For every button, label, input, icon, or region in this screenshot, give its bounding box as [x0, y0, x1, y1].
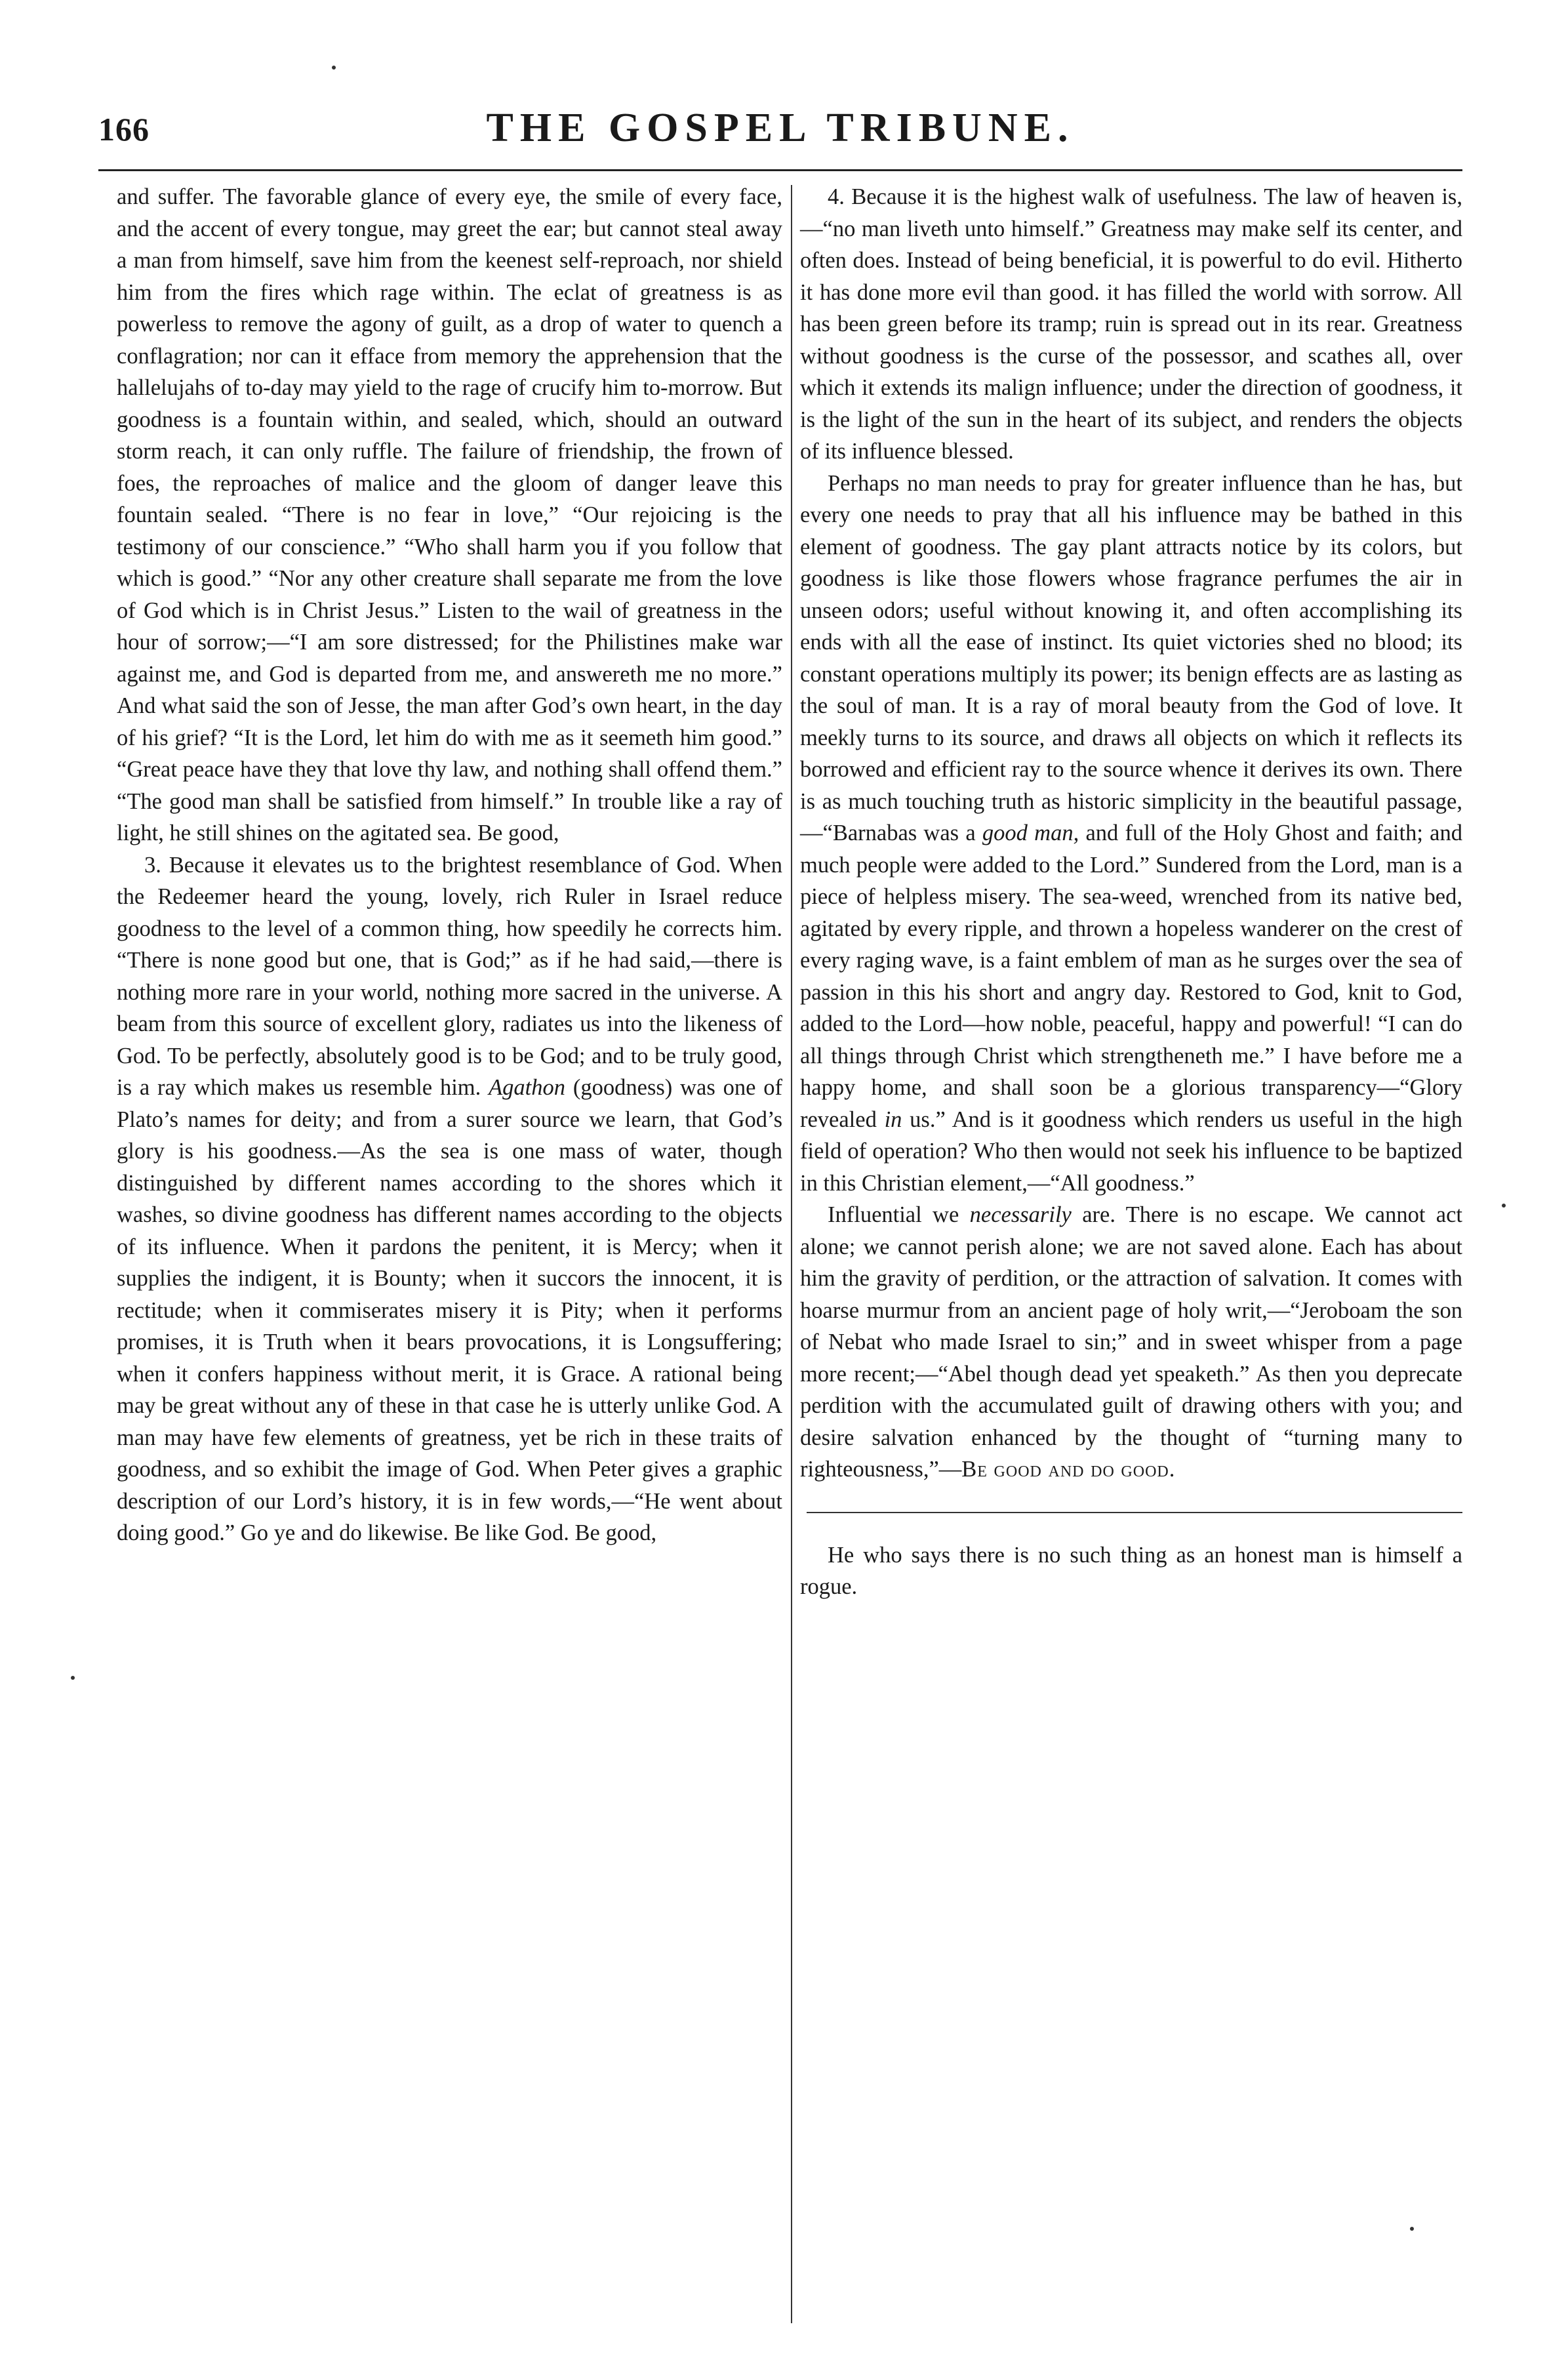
print-speck [1410, 2227, 1414, 2231]
filler-note-text: He who says there is no such thing as an honest man is himself a rogue. [800, 1542, 1462, 1599]
page-number: 166 [98, 111, 150, 148]
right-paragraph-2-text-b: and full of the Holy Ghost and faith; and much people were added to the Lord.” Sundered from the Lord, man is a piece of helpless misery. The sea-weed, wrenched from its native bed, agitated by every ripple, and thrown a hopeless wanderer on the crest of every raging wave, is a faint emblem of man as he surges over the sea of passion in this his short and angry day. Restored to God, knit to God, added to the Lord—how noble, peaceful, happy and powerful! “I can do all things through Christ which strengtheneth me.” I have before me a happy home, and shall soon be a glorious transparency—“Glory revealed [800, 821, 1462, 1132]
section-end-rule [807, 1512, 1462, 1513]
print-speck [332, 66, 336, 70]
page-header [98, 105, 1462, 164]
running-title: THE GOSPEL TRIBUNE. [486, 106, 1075, 150]
column-divider [791, 185, 792, 2323]
right-paragraph-3-text-a: Influential we [828, 1202, 959, 1227]
closing-exhortation: Be good and do good. [961, 1457, 1176, 1482]
right-paragraph-3 [800, 1199, 1462, 1486]
left-paragraph-2 [117, 849, 782, 1549]
good-man-italic: good man, [982, 821, 1079, 845]
right-paragraph-2-text-c: us.” And is it goodness which renders us useful in the high field of operation? Who then would not seek his influence to be baptized in this Christian element,—“All goodness.” [800, 1107, 1463, 1196]
right-paragraph-3-text-b: are. There is no escape. We cannot act alone; we cannot perish alone; we are not saved alone. Each has about him the gravity of perdition, or the attraction of salvation. It comes with hoarse murmur from an ancient page of holy writ,—“Jeroboam the son of Nebat who made Israel to sin;” and in sweet whisper from a page more recent;—“Abel though dead yet speaketh.” As then you deprecate perdition with the accumulated guilt of drawing others with you; and desire salvation enhanced by the thought of “turning many to righteousness,”— [800, 1202, 1462, 1482]
left-paragraph-1: and suffer. The favorable glance of every eye, the smile of every face, and the accent of every tongue, may greet the ear; but cannot steal away a man from himself, save him from the keenest self-reproach, nor shield him from the fires which rage within. The eclat of greatness is as powerless to remove the agony of guilt, as a drop of water to quench a conflagration; nor can it efface from memory the apprehension that the hallelujahs of to-day may yield to the rage of crucify him to-morrow. But goodness is a fountain within, and sealed, which, should an outward storm reach, it can only ruffle. The failure of friendship, the frown of foes, the reproaches of malice and the gloom of danger leave this fountain sealed. “There is no fear in love,” “Our rejoicing is the testimony of our conscience.” “Who shall harm you if you follow that which is good.” “Nor any other creature shall separate me from the love of God which is in Christ Jesus.” Listen to the wail of greatness in the hour of sorrow;—“I am sore distressed; for the Philistines make war against me, and God is departed from me, and answereth me no more.” And what said the son of Jesse, the man after God’s own heart, in the day of his grief? “It is the Lord, let him do with me as it seemeth him good.” “Great peace have they that love thy law, and nothing shall offend them.” “The good man shall be satisfied from himself.” In trouble like a ray of light, he still shines on the agitated sea. Be good, [117, 184, 782, 845]
print-speck [71, 1676, 75, 1680]
agathon-italic: Agathon [489, 1075, 566, 1100]
filler-note [800, 1539, 1462, 1603]
left-column [117, 181, 782, 1549]
right-paragraph-2 [800, 468, 1462, 1200]
in-italic: in [884, 1107, 902, 1132]
header-rule [98, 169, 1462, 171]
right-column [800, 181, 1462, 1603]
right-paragraph-2-text-a: Perhaps no man needs to pray for greater influence than he has, but every one needs to pray that all his influence may be bathed in this element of goodness. The gay plant attracts notice by its colors, but goodness is like those flowers whose fragrance perfumes the air in unseen odors; useful without knowing it, and often accomplishing its ends with all the ease of instinct. Its quiet victories shed no blood; its constant operations multiply its power; its benign effects are as lasting as the soul of man. It is a ray of moral beauty from the God of love. It meekly turns to its source, and draws all objects on which it reflects its borrowed and efficient ray to the source whence it derives its own. There is as much touching truth as historic simplicity in the beautiful passage,—“Barnabas was a [800, 470, 1462, 845]
print-speck [1502, 1204, 1506, 1208]
necessarily-italic: necessarily [969, 1202, 1072, 1227]
left-paragraph-2-text-b: (goodness) was one of Plato’s names for deity; and from a surer source we learn, that God’s glory is his goodness.—As the sea is one mass of water, though distinguished by different names according to the shores which it washes, so divine goodness has different names according to the objects of its influence. When it pardons the penitent, it is Mercy; when it supplies the indigent, it is Bounty; when it succors the innocent, it is rectitude; when it commiserates misery it is Pity; when it performs promises, it is Truth when it bears provocations, it is Longsuffering; when it confers happiness without merit, it is Grace. A rational being may be great without any of these in that case he is utterly unlike God. A man may have few elements of greatness, yet be rich in these traits of goodness, and so exhibit the image of God. When Peter gives a graphic description of our Lord’s history, it is in few words,—“He went about doing good.” Go ye and do likewise. Be like God. Be good, [117, 1075, 783, 1545]
left-paragraph-2-text-a: 3. Because it elevates us to the brightest resemblance of God. When the Redeemer heard the young, lovely, rich Ruler in Israel reduce goodness to the level of a common thing, how speedily he corrects him. “There is none good but one, that is God;” as if he had said,—there is nothing more rare in your world, nothing more sacred in the universe. A beam from this source of excellent glory, radiates us into the likeness of God. To be perfectly, absolutely good is to be God; and to be truly good, is a ray which makes us resemble him. [117, 852, 782, 1100]
right-paragraph-1: 4. Because it is the highest walk of usefulness. The law of heaven is,—“no man liveth unto himself.” Greatness may make self its center, and often does. Instead of being beneficial, it is powerful to do evil. Hitherto it has done more evil than good. it has filled the world with sorrow. All has been green before its tramp; ruin is spread out in its rear. Greatness without goodness is the curse of the possessor, and scathes all, over which it extends its malign influence; under the direction of goodness, it is the light of the sun in the heart of its subject, and renders the objects of its influence blessed. [800, 184, 1462, 464]
